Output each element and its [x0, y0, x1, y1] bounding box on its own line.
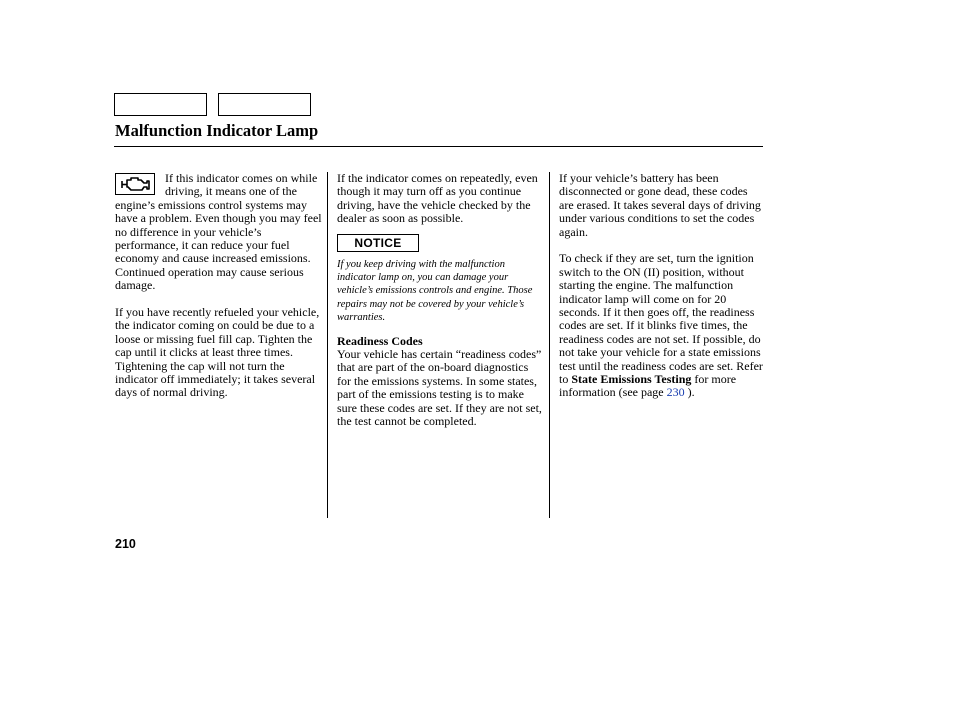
column-1-paragraph-1: If this indicator comes on while driving, it means one of the engine’s emissions control systems may have a problem. Even though you may feel no difference in your vehicle’s performance, it can reduce your fuel economy and cause increased emissions. Continued operation may cause serious damage.	[115, 171, 322, 293]
page-number: 210	[115, 537, 136, 551]
notice-label: NOTICE	[337, 234, 419, 252]
notice-text: If you keep driving with the malfunction indicator lamp on, you can damage your vehicle’s emissions controls and engine. Those repairs may not be covered by your vehicle’s warranties.	[337, 258, 533, 324]
column-1-paragraph-2: If you have recently refueled your vehicle, the indicator coming on could be due to a loose or missing fuel fill cap. Tighten the cap until it clicks at least three times. Tightening the cap will not turn the indicator off immediately; it takes several days of normal driving.	[115, 305, 320, 400]
column-1	[115, 172, 322, 400]
nav-button-1[interactable]	[114, 93, 207, 116]
state-emissions-testing-ref: State Emissions Testing	[571, 372, 692, 387]
readiness-codes-heading: Readiness Codes	[337, 333, 423, 348]
column-3-paragraph-2-mid: for more information (see page	[559, 372, 737, 400]
check-engine-icon	[115, 173, 155, 195]
column-3-paragraph-2-end: ).	[684, 385, 695, 400]
nav-button-2[interactable]	[218, 93, 311, 116]
column-2-paragraph-1: If the indicator comes on repeatedly, even though it may turn off as you continue driving, have the vehicle checked by the dealer as soon as possible.	[337, 171, 538, 226]
column-divider-1	[327, 172, 328, 518]
column-3	[559, 172, 763, 400]
page-title: Malfunction Indicator Lamp	[115, 121, 319, 140]
column-divider-2	[549, 172, 550, 518]
column-3-paragraph-2	[559, 252, 763, 399]
column-2-paragraph-2: Your vehicle has certain “readiness codes” that are part of the on-board diagnostics for the emissions systems. In some states, part of the emissions testing is to make sure these codes are set. If they are not set, the test cannot be completed.	[337, 347, 542, 429]
title-rule	[114, 146, 763, 147]
page-230-link[interactable]: 230	[666, 385, 685, 400]
column-3-paragraph-2-start: To check if they are set, turn the ignition switch to the ON (II) position, without starting the engine. The malfunction indicator lamp will come on for 20 seconds. If it then goes off, the readiness codes are set. If it blinks five times, the readiness codes are not set. If possible, do not take your vehicle for a state emissions test until the readiness codes are set. Refer to	[559, 251, 763, 387]
column-2	[337, 172, 544, 429]
column-3-paragraph-1: If your vehicle’s battery has been disconnected or gone dead, these codes are erased. It takes several days of driving under various conditions to set the codes again.	[559, 171, 761, 239]
